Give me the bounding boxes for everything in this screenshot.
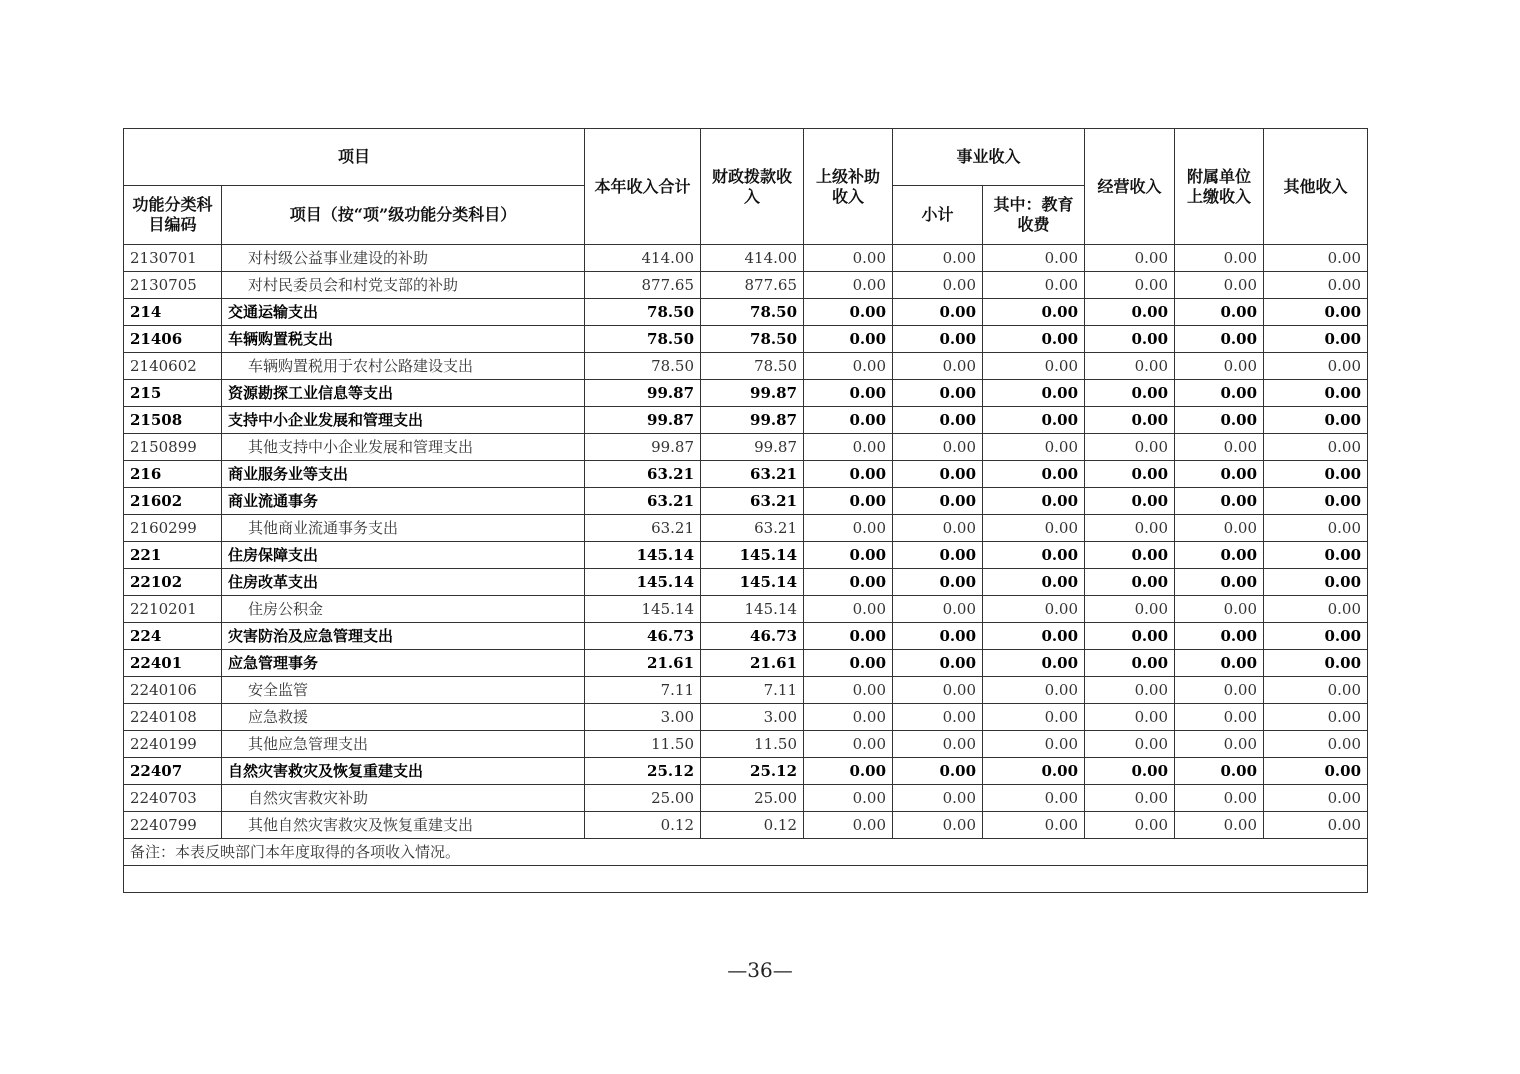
cell-superior: 0.00 [804, 542, 893, 569]
cell-name: 住房保障支出 [222, 542, 585, 569]
cell-code: 22401 [124, 650, 222, 677]
cell-fiscal: 78.50 [701, 353, 804, 380]
cell-edu: 0.00 [983, 380, 1085, 407]
cell-subtotal: 0.00 [893, 245, 983, 272]
cell-code: 2240703 [124, 785, 222, 812]
cell-code: 21406 [124, 326, 222, 353]
cell-other: 0.00 [1264, 677, 1368, 704]
header-subtotal: 小计 [893, 186, 983, 245]
cell-superior: 0.00 [804, 434, 893, 461]
cell-name: 其他支持中小企业发展和管理支出 [222, 434, 585, 461]
cell-other: 0.00 [1264, 542, 1368, 569]
cell-affiliated: 0.00 [1175, 731, 1264, 758]
cell-name: 商业服务业等支出 [222, 461, 585, 488]
cell-operating: 0.00 [1085, 326, 1175, 353]
cell-operating: 0.00 [1085, 758, 1175, 785]
cell-subtotal: 0.00 [893, 731, 983, 758]
table-row [124, 299, 1368, 326]
cell-edu: 0.00 [983, 785, 1085, 812]
cell-affiliated: 0.00 [1175, 272, 1264, 299]
cell-name: 资源勘探工业信息等支出 [222, 380, 585, 407]
cell-code: 2150899 [124, 434, 222, 461]
cell-affiliated: 0.00 [1175, 623, 1264, 650]
cell-code: 22407 [124, 758, 222, 785]
cell-total: 7.11 [585, 677, 701, 704]
cell-edu: 0.00 [983, 704, 1085, 731]
cell-superior: 0.00 [804, 326, 893, 353]
table-header [124, 129, 1368, 245]
cell-code: 2240108 [124, 704, 222, 731]
cell-code: 2140602 [124, 353, 222, 380]
table-row [124, 488, 1368, 515]
cell-name: 商业流通事务 [222, 488, 585, 515]
cell-code: 21508 [124, 407, 222, 434]
cell-total: 63.21 [585, 515, 701, 542]
cell-fiscal: 145.14 [701, 542, 804, 569]
cell-total: 99.87 [585, 380, 701, 407]
cell-operating: 0.00 [1085, 542, 1175, 569]
cell-subtotal: 0.00 [893, 434, 983, 461]
cell-other: 0.00 [1264, 623, 1368, 650]
cell-superior: 0.00 [804, 650, 893, 677]
cell-edu: 0.00 [983, 569, 1085, 596]
cell-name: 对村民委员会和村党支部的补助 [222, 272, 585, 299]
cell-code: 2130705 [124, 272, 222, 299]
cell-subtotal: 0.00 [893, 488, 983, 515]
cell-fiscal: 63.21 [701, 515, 804, 542]
cell-code: 22102 [124, 569, 222, 596]
cell-operating: 0.00 [1085, 461, 1175, 488]
cell-fiscal: 78.50 [701, 299, 804, 326]
cell-operating: 0.00 [1085, 704, 1175, 731]
cell-total: 63.21 [585, 488, 701, 515]
cell-fiscal: 11.50 [701, 731, 804, 758]
cell-operating: 0.00 [1085, 272, 1175, 299]
income-table-sheet [123, 128, 1367, 893]
cell-operating: 0.00 [1085, 596, 1175, 623]
cell-code: 21602 [124, 488, 222, 515]
cell-code: 2240106 [124, 677, 222, 704]
cell-superior: 0.00 [804, 596, 893, 623]
cell-edu: 0.00 [983, 677, 1085, 704]
cell-subtotal: 0.00 [893, 407, 983, 434]
table-row [124, 677, 1368, 704]
header-affiliated: 附属单位上缴收入 [1175, 129, 1264, 245]
cell-other: 0.00 [1264, 731, 1368, 758]
cell-fiscal: 63.21 [701, 488, 804, 515]
cell-affiliated: 0.00 [1175, 461, 1264, 488]
cell-affiliated: 0.00 [1175, 488, 1264, 515]
cell-affiliated: 0.00 [1175, 353, 1264, 380]
cell-operating: 0.00 [1085, 812, 1175, 839]
cell-superior: 0.00 [804, 272, 893, 299]
cell-fiscal: 145.14 [701, 596, 804, 623]
table-row [124, 785, 1368, 812]
cell-subtotal: 0.00 [893, 704, 983, 731]
table-row [124, 272, 1368, 299]
cell-operating: 0.00 [1085, 380, 1175, 407]
cell-edu: 0.00 [983, 731, 1085, 758]
cell-edu: 0.00 [983, 758, 1085, 785]
header-superior: 上级补助收入 [804, 129, 893, 245]
cell-operating: 0.00 [1085, 299, 1175, 326]
cell-name: 其他自然灾害救灾及恢复重建支出 [222, 812, 585, 839]
cell-name: 交通运输支出 [222, 299, 585, 326]
cell-superior: 0.00 [804, 758, 893, 785]
cell-name: 车辆购置税用于农村公路建设支出 [222, 353, 585, 380]
cell-edu: 0.00 [983, 299, 1085, 326]
cell-subtotal: 0.00 [893, 326, 983, 353]
cell-superior: 0.00 [804, 407, 893, 434]
cell-fiscal: 0.12 [701, 812, 804, 839]
cell-superior: 0.00 [804, 461, 893, 488]
header-project: 项目 [124, 129, 585, 186]
cell-fiscal: 414.00 [701, 245, 804, 272]
page-number: —36— [727, 958, 793, 982]
cell-other: 0.00 [1264, 407, 1368, 434]
cell-other: 0.00 [1264, 326, 1368, 353]
cell-total: 145.14 [585, 596, 701, 623]
cell-operating: 0.00 [1085, 731, 1175, 758]
cell-superior: 0.00 [804, 623, 893, 650]
table-row [124, 326, 1368, 353]
cell-operating: 0.00 [1085, 515, 1175, 542]
cell-total: 63.21 [585, 461, 701, 488]
cell-affiliated: 0.00 [1175, 569, 1264, 596]
cell-subtotal: 0.00 [893, 650, 983, 677]
table-row [124, 731, 1368, 758]
cell-subtotal: 0.00 [893, 461, 983, 488]
table-row [124, 623, 1368, 650]
cell-operating: 0.00 [1085, 569, 1175, 596]
cell-operating: 0.00 [1085, 434, 1175, 461]
cell-other: 0.00 [1264, 353, 1368, 380]
table-row [124, 461, 1368, 488]
table-footer [124, 839, 1368, 893]
header-business: 事业收入 [893, 129, 1085, 186]
cell-edu: 0.00 [983, 461, 1085, 488]
cell-total: 46.73 [585, 623, 701, 650]
cell-edu: 0.00 [983, 326, 1085, 353]
cell-total: 3.00 [585, 704, 701, 731]
cell-superior: 0.00 [804, 704, 893, 731]
cell-subtotal: 0.00 [893, 569, 983, 596]
table-row [124, 569, 1368, 596]
cell-name: 对村级公益事业建设的补助 [222, 245, 585, 272]
income-table [123, 128, 1368, 893]
cell-edu: 0.00 [983, 812, 1085, 839]
cell-other: 0.00 [1264, 812, 1368, 839]
cell-other: 0.00 [1264, 569, 1368, 596]
cell-fiscal: 21.61 [701, 650, 804, 677]
cell-edu: 0.00 [983, 434, 1085, 461]
cell-total: 78.50 [585, 353, 701, 380]
cell-name: 应急救援 [222, 704, 585, 731]
cell-edu: 0.00 [983, 515, 1085, 542]
cell-fiscal: 7.11 [701, 677, 804, 704]
table-row [124, 650, 1368, 677]
table-body [124, 245, 1368, 839]
cell-other: 0.00 [1264, 488, 1368, 515]
cell-code: 214 [124, 299, 222, 326]
cell-name: 自然灾害救灾补助 [222, 785, 585, 812]
cell-affiliated: 0.00 [1175, 245, 1264, 272]
cell-total: 877.65 [585, 272, 701, 299]
cell-operating: 0.00 [1085, 488, 1175, 515]
cell-edu: 0.00 [983, 272, 1085, 299]
table-row [124, 353, 1368, 380]
cell-subtotal: 0.00 [893, 515, 983, 542]
cell-other: 0.00 [1264, 785, 1368, 812]
cell-edu: 0.00 [983, 407, 1085, 434]
cell-superior: 0.00 [804, 299, 893, 326]
table-row [124, 245, 1368, 272]
cell-fiscal: 99.87 [701, 380, 804, 407]
cell-fiscal: 78.50 [701, 326, 804, 353]
cell-affiliated: 0.00 [1175, 407, 1264, 434]
cell-affiliated: 0.00 [1175, 299, 1264, 326]
cell-subtotal: 0.00 [893, 623, 983, 650]
cell-subtotal: 0.00 [893, 353, 983, 380]
cell-affiliated: 0.00 [1175, 542, 1264, 569]
cell-operating: 0.00 [1085, 353, 1175, 380]
table-row [124, 434, 1368, 461]
cell-edu: 0.00 [983, 623, 1085, 650]
cell-other: 0.00 [1264, 461, 1368, 488]
cell-fiscal: 99.87 [701, 434, 804, 461]
cell-code: 221 [124, 542, 222, 569]
cell-subtotal: 0.00 [893, 380, 983, 407]
cell-subtotal: 0.00 [893, 785, 983, 812]
cell-other: 0.00 [1264, 272, 1368, 299]
cell-operating: 0.00 [1085, 650, 1175, 677]
table-row [124, 596, 1368, 623]
cell-edu: 0.00 [983, 353, 1085, 380]
cell-code: 215 [124, 380, 222, 407]
table-row [124, 542, 1368, 569]
cell-subtotal: 0.00 [893, 677, 983, 704]
cell-other: 0.00 [1264, 758, 1368, 785]
header-operating: 经营收入 [1085, 129, 1175, 245]
cell-name: 住房公积金 [222, 596, 585, 623]
cell-affiliated: 0.00 [1175, 758, 1264, 785]
cell-operating: 0.00 [1085, 245, 1175, 272]
cell-affiliated: 0.00 [1175, 434, 1264, 461]
cell-superior: 0.00 [804, 353, 893, 380]
cell-code: 2210201 [124, 596, 222, 623]
cell-other: 0.00 [1264, 596, 1368, 623]
table-row [124, 812, 1368, 839]
table-row [124, 515, 1368, 542]
table-note: 备注：本表反映部门本年度取得的各项收入情况。 [124, 839, 1368, 866]
cell-subtotal: 0.00 [893, 596, 983, 623]
cell-subtotal: 0.00 [893, 758, 983, 785]
cell-name: 自然灾害救灾及恢复重建支出 [222, 758, 585, 785]
cell-other: 0.00 [1264, 245, 1368, 272]
cell-edu: 0.00 [983, 542, 1085, 569]
table-row [124, 758, 1368, 785]
cell-other: 0.00 [1264, 434, 1368, 461]
cell-total: 25.00 [585, 785, 701, 812]
cell-total: 78.50 [585, 299, 701, 326]
cell-affiliated: 0.00 [1175, 380, 1264, 407]
cell-subtotal: 0.00 [893, 272, 983, 299]
cell-superior: 0.00 [804, 515, 893, 542]
cell-name: 应急管理事务 [222, 650, 585, 677]
cell-total: 25.12 [585, 758, 701, 785]
cell-total: 0.12 [585, 812, 701, 839]
cell-subtotal: 0.00 [893, 812, 983, 839]
cell-name: 其他应急管理支出 [222, 731, 585, 758]
cell-code: 2130701 [124, 245, 222, 272]
cell-affiliated: 0.00 [1175, 677, 1264, 704]
table-row [124, 704, 1368, 731]
cell-fiscal: 46.73 [701, 623, 804, 650]
cell-fiscal: 877.65 [701, 272, 804, 299]
cell-operating: 0.00 [1085, 677, 1175, 704]
cell-code: 2240799 [124, 812, 222, 839]
cell-affiliated: 0.00 [1175, 650, 1264, 677]
cell-total: 11.50 [585, 731, 701, 758]
cell-operating: 0.00 [1085, 623, 1175, 650]
cell-code: 216 [124, 461, 222, 488]
cell-fiscal: 25.00 [701, 785, 804, 812]
cell-code: 224 [124, 623, 222, 650]
cell-superior: 0.00 [804, 677, 893, 704]
cell-name: 支持中小企业发展和管理支出 [222, 407, 585, 434]
cell-other: 0.00 [1264, 515, 1368, 542]
header-func-code: 功能分类科目编码 [124, 186, 222, 245]
cell-affiliated: 0.00 [1175, 812, 1264, 839]
cell-total: 99.87 [585, 434, 701, 461]
cell-other: 0.00 [1264, 704, 1368, 731]
cell-name: 车辆购置税支出 [222, 326, 585, 353]
header-edu-fee: 其中：教育收费 [983, 186, 1085, 245]
cell-affiliated: 0.00 [1175, 596, 1264, 623]
cell-operating: 0.00 [1085, 785, 1175, 812]
cell-affiliated: 0.00 [1175, 704, 1264, 731]
cell-edu: 0.00 [983, 596, 1085, 623]
cell-code: 2240199 [124, 731, 222, 758]
cell-superior: 0.00 [804, 380, 893, 407]
table-row [124, 407, 1368, 434]
cell-affiliated: 0.00 [1175, 785, 1264, 812]
cell-affiliated: 0.00 [1175, 515, 1264, 542]
empty-footer-row [124, 866, 1368, 893]
cell-total: 414.00 [585, 245, 701, 272]
cell-other: 0.00 [1264, 650, 1368, 677]
cell-superior: 0.00 [804, 488, 893, 515]
header-other: 其他收入 [1264, 129, 1368, 245]
cell-superior: 0.00 [804, 785, 893, 812]
cell-other: 0.00 [1264, 299, 1368, 326]
cell-name: 其他商业流通事务支出 [222, 515, 585, 542]
cell-total: 145.14 [585, 542, 701, 569]
cell-other: 0.00 [1264, 380, 1368, 407]
cell-superior: 0.00 [804, 731, 893, 758]
cell-fiscal: 99.87 [701, 407, 804, 434]
cell-operating: 0.00 [1085, 407, 1175, 434]
cell-name: 安全监管 [222, 677, 585, 704]
cell-total: 145.14 [585, 569, 701, 596]
cell-subtotal: 0.00 [893, 299, 983, 326]
cell-affiliated: 0.00 [1175, 326, 1264, 353]
cell-superior: 0.00 [804, 812, 893, 839]
cell-superior: 0.00 [804, 569, 893, 596]
cell-total: 99.87 [585, 407, 701, 434]
cell-name: 灾害防治及应急管理支出 [222, 623, 585, 650]
cell-fiscal: 145.14 [701, 569, 804, 596]
cell-superior: 0.00 [804, 245, 893, 272]
cell-total: 21.61 [585, 650, 701, 677]
cell-edu: 0.00 [983, 488, 1085, 515]
cell-fiscal: 3.00 [701, 704, 804, 731]
cell-name: 住房改革支出 [222, 569, 585, 596]
header-total: 本年收入合计 [585, 129, 701, 245]
header-project-name: 项目（按“项”级功能分类科目） [222, 186, 585, 245]
cell-subtotal: 0.00 [893, 542, 983, 569]
cell-fiscal: 25.12 [701, 758, 804, 785]
table-row [124, 380, 1368, 407]
cell-code: 2160299 [124, 515, 222, 542]
header-fiscal: 财政拨款收入 [701, 129, 804, 245]
cell-edu: 0.00 [983, 245, 1085, 272]
cell-total: 78.50 [585, 326, 701, 353]
cell-fiscal: 63.21 [701, 461, 804, 488]
cell-edu: 0.00 [983, 650, 1085, 677]
